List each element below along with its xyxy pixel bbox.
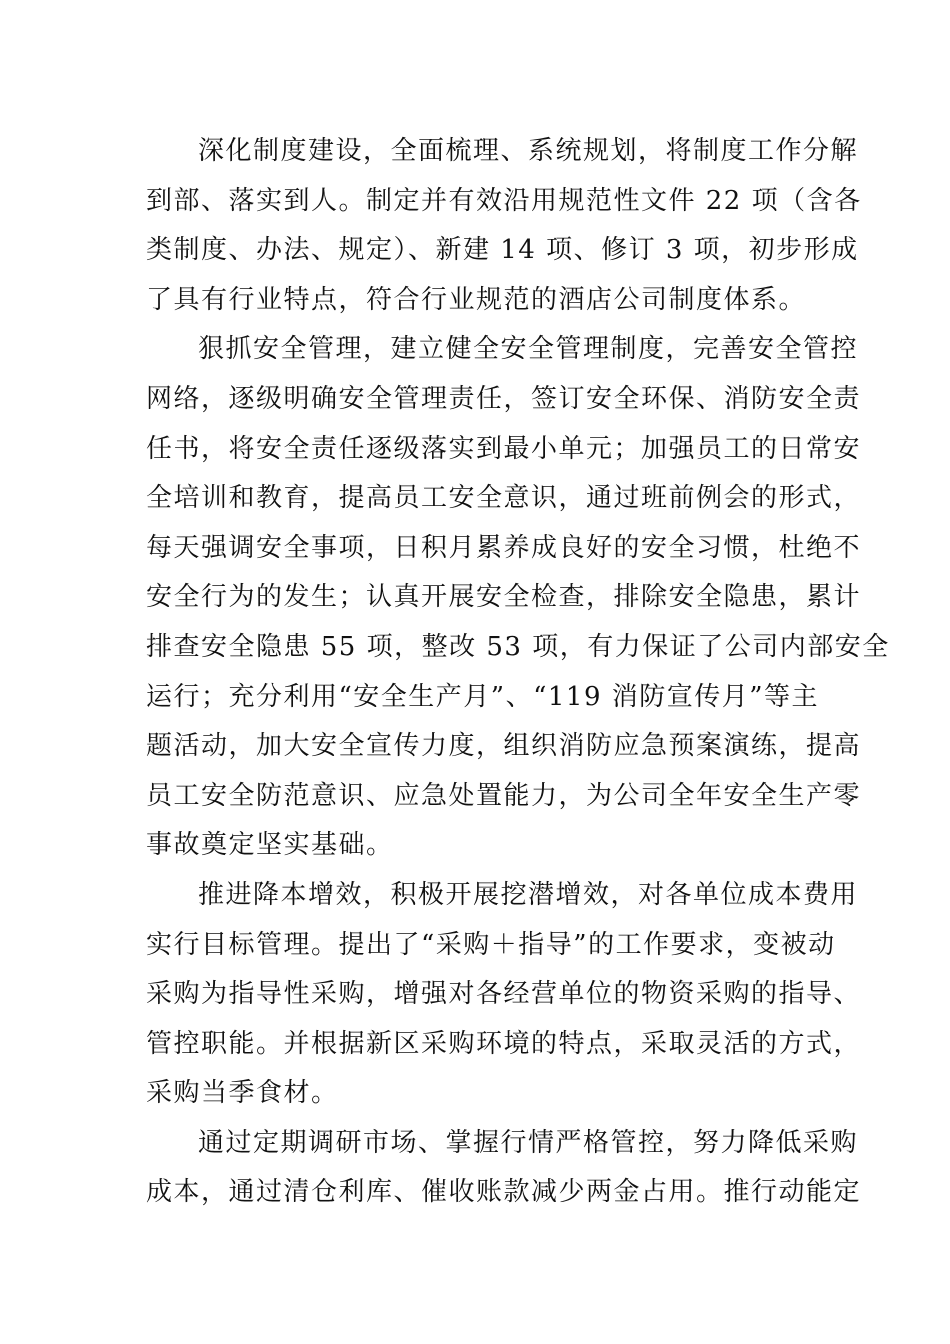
text-line: 管控职能。并根据新区采购环境的特点，采取灵活的方式， — [146, 1028, 862, 1059]
text-line: 采购为指导性采购，增强对各经营单位的物资采购的指导、 — [146, 979, 862, 1010]
paragraph-procurement-control — [146, 1119, 862, 1218]
document-body — [146, 127, 890, 1218]
text-line: 排查安全隐患 55 项，整改 53 项，有力保证了公司内部安全 — [146, 631, 890, 662]
text-line: 到部、落实到人。制定并有效沿用规范性文件 22 项（含各 — [146, 185, 862, 216]
text-line: 全培训和教育，提高员工安全意识，通过班前例会的形式， — [146, 483, 862, 514]
text-line: 网络，逐级明确安全管理责任，签订安全环保、消防安全责 — [146, 383, 862, 414]
text-line: 运行；充分利用“安全生产月”、“119 消防宣传月”等主 — [146, 681, 820, 712]
text-line: 实行目标管理。提出了“采购＋指导”的工作要求，变被动 — [146, 929, 836, 960]
text-line: 采购当季食材。 — [146, 1078, 339, 1109]
text-line: 任书，将安全责任逐级落实到最小单元；加强员工的日常安 — [146, 433, 862, 464]
text-line: 推进降本增效，积极开展挖潜增效，对各单位成本费用 — [198, 879, 859, 910]
text-line: 成本，通过清仓利库、催收账款减少两金占用。推行动能定 — [146, 1177, 862, 1208]
paragraph-institution-building — [146, 127, 862, 325]
text-line: 安全行为的发生；认真开展安全检查，排除安全隐患，累计 — [146, 582, 862, 613]
paragraph-cost-reduction — [146, 871, 862, 1119]
text-line: 了具有行业特点，符合行业规范的酒店公司制度体系。 — [146, 284, 807, 315]
text-line: 类制度、办法、规定）、新建 14 项、修订 3 项，初步形成 — [146, 235, 859, 266]
text-line: 通过定期调研市场、掌握行情严格管控，努力降低采购 — [198, 1127, 859, 1158]
text-line: 深化制度建设，全面梳理、系统规划，将制度工作分解 — [198, 136, 859, 166]
text-line: 狠抓安全管理，建立健全安全管理制度，完善安全管控 — [198, 334, 859, 365]
text-line: 事故奠定坚实基础。 — [146, 830, 394, 861]
text-line: 题活动，加大安全宣传力度，组织消防应急预案演练，提高 — [146, 731, 862, 762]
paragraph-safety-management — [146, 325, 890, 871]
text-line: 每天强调安全事项，日积月累养成良好的安全习惯，杜绝不 — [146, 532, 862, 563]
text-line: 员工安全防范意识、应急处置能力，为公司全年安全生产零 — [146, 780, 862, 811]
